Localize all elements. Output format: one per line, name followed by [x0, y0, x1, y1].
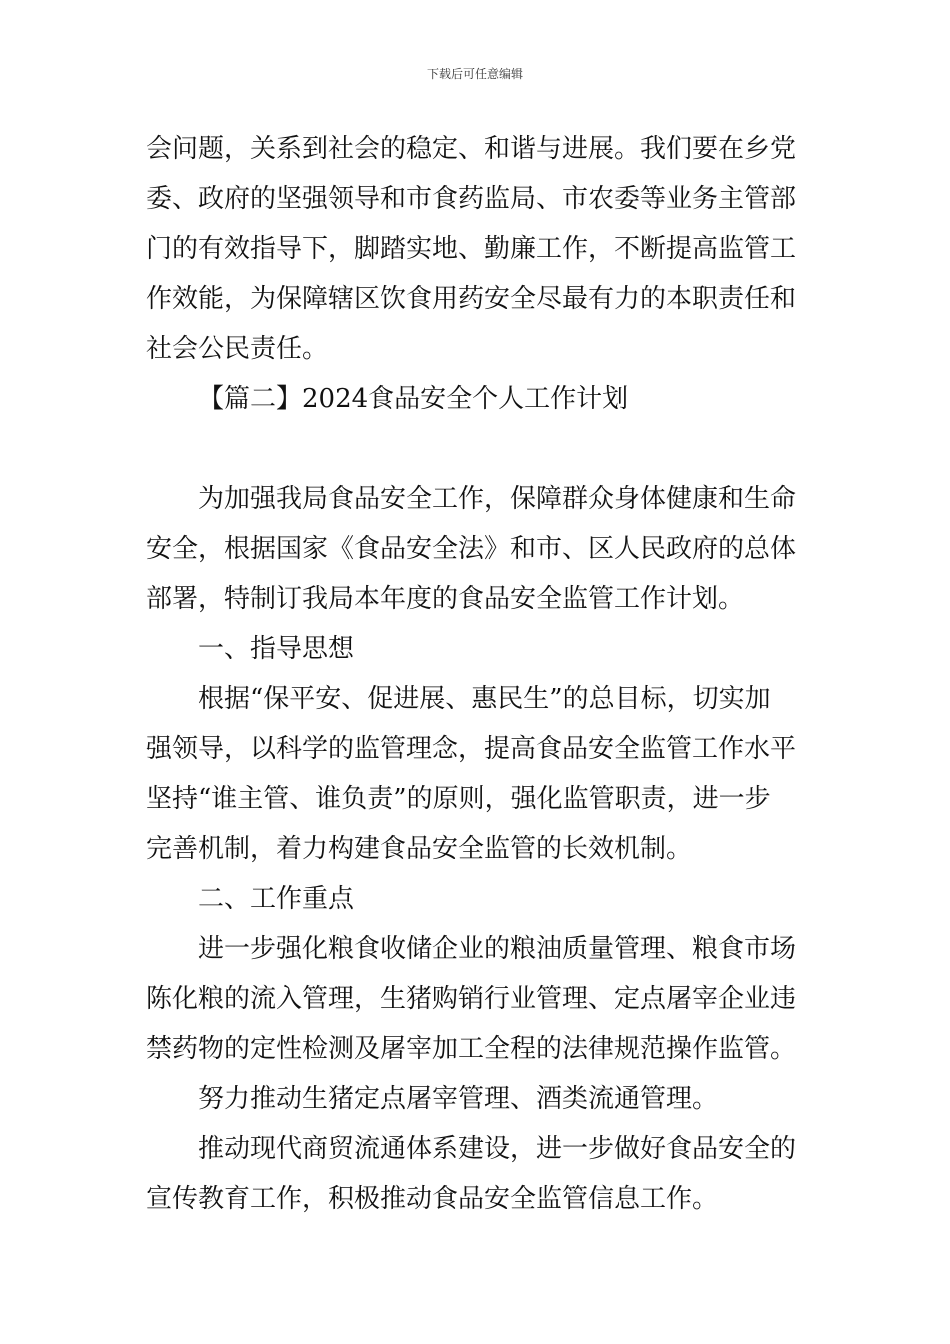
header-note: 下载后可任意编辑 — [426, 67, 523, 81]
paragraph-line: 根据“保平安、促进展、惠民生”的总目标，切实加 — [198, 684, 771, 714]
document-body — [146, 124, 806, 1224]
paragraph-line: 部署，特制订我局本年度的食品安全监管工作计划。 — [146, 584, 745, 614]
section-title: 【篇二】2024食品安全个人工作计划 — [198, 384, 629, 414]
paragraph-line: 进一步强化粮食收储企业的粮油质量管理、粮食市场 — [198, 934, 797, 964]
paragraph-line: 坚持“谁主管、谁负责”的原则，强化监管职责，进一步 — [146, 784, 771, 814]
paragraph-line: 禁药物的定性检测及屠宰加工全程的法律规范操作监管。 — [146, 1034, 797, 1064]
paragraph-line: 为加强我局食品安全工作，保障群众身体健康和生命 — [198, 484, 797, 514]
paragraph-line: 强领导，以科学的监管理念，提高食品安全监管工作水平 — [146, 734, 797, 764]
section-heading: 一、指导思想 — [198, 634, 355, 664]
paragraph-line: 安全，根据国家《食品安全法》和市、区人民政府的总体 — [146, 534, 797, 564]
paragraph-line: 宣传教育工作，积极推动食品安全监管信息工作。 — [146, 1184, 719, 1214]
paragraph-line: 完善机制，着力构建食品安全监管的长效机制。 — [146, 834, 693, 864]
paragraph-line: 作效能，为保障辖区饮食用药安全尽最有力的本职责任和 — [146, 284, 797, 314]
paragraph-line: 会问题，关系到社会的稳定、和谐与进展。我们要在乡党 — [146, 134, 797, 164]
paragraph-line: 努力推动生猪定点屠宰管理、酒类流通管理。 — [198, 1084, 719, 1114]
paragraph-line: 门的有效指导下，脚踏实地、勤廉工作，不断提高监管工 — [146, 234, 797, 264]
paragraph-line: 社会公民责任。 — [146, 334, 329, 364]
section-heading: 二、工作重点 — [198, 884, 355, 914]
paragraph-line: 陈化粮的流入管理，生猪购销行业管理、定点屠宰企业违 — [146, 984, 797, 1014]
blank-line — [146, 424, 806, 474]
paragraph-line: 推动现代商贸流通体系建设，进一步做好食品安全的 — [198, 1134, 797, 1164]
paragraph-line: 委、政府的坚强领导和市食药监局、市农委等业务主管部 — [146, 184, 797, 214]
